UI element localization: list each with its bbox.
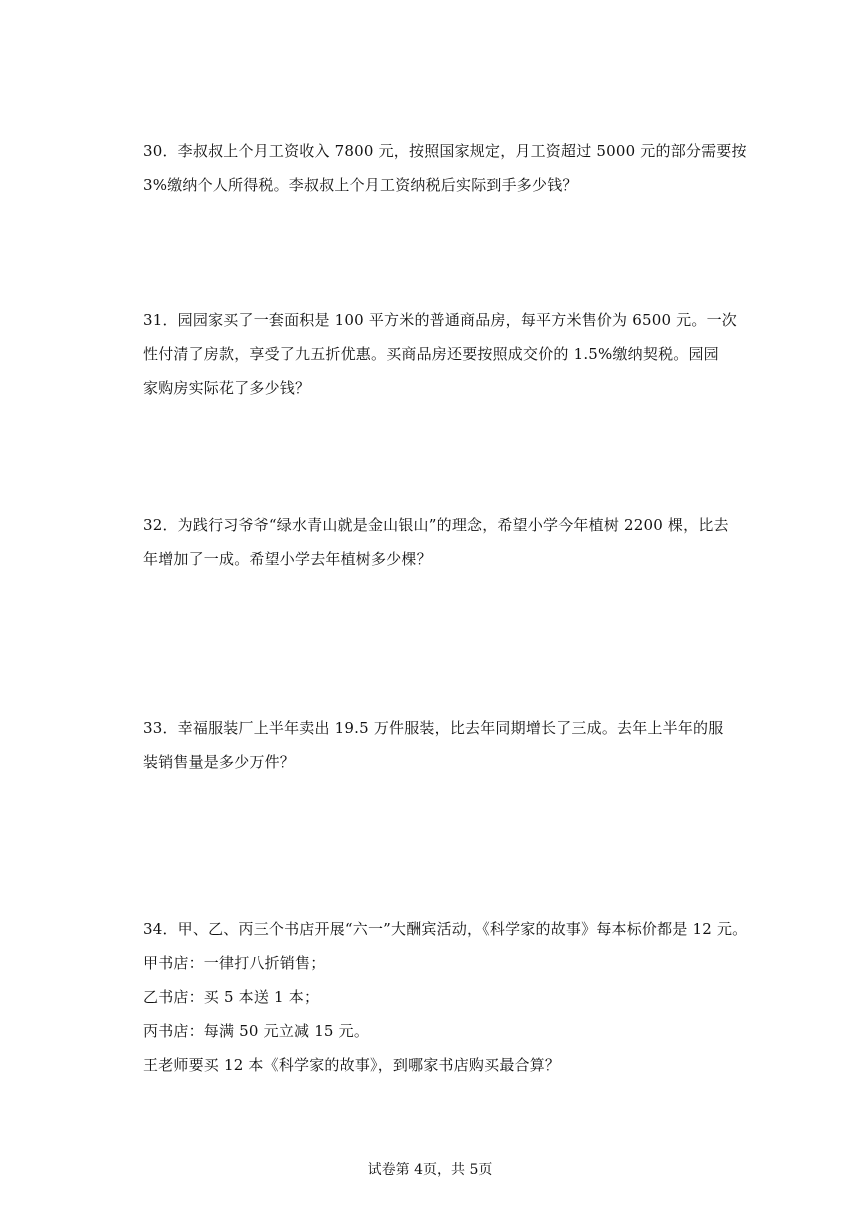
question-32: [143, 508, 733, 576]
page-footer: 试卷第 4页，共 5页: [367, 1162, 493, 1178]
question-line: 丙书店：每满 50 元立减 15 元。: [143, 1022, 370, 1040]
question-line: 30．李叔叔上个月工资收入 7800 元，按照国家规定，月工资超过 5000 元的部分需要按: [143, 142, 747, 160]
question-30: [143, 134, 747, 202]
question-line: 年增加了一成。希望小学去年植树多少棵？: [143, 550, 432, 568]
question-31: [143, 303, 737, 405]
question-line: 甲书店：一律打八折销售；: [143, 954, 326, 972]
question-line: 家购房实际花了多少钱？: [143, 379, 311, 397]
question-line: 装销售量是多少万件？: [143, 753, 296, 771]
question-line: 32．为践行习爷爷“绿水青山就是金山银山”的理念，希望小学今年植树 2200 棵，比去: [143, 516, 729, 534]
question-line: 34．甲、乙、丙三个书店开展“六一”大酬宾活动，《科学家的故事》每本标价都是 12 元。: [143, 920, 748, 938]
question-line: 3%缴纳个人所得税。李叔叔上个月工资纳税后实际到手多少钱？: [143, 176, 578, 194]
question-34: [143, 912, 748, 1082]
question-line: 王老师要买 12 本《科学家的故事》，到哪家书店购买最合算？: [143, 1056, 561, 1074]
question-line: 性付清了房款，享受了九五折优惠。买商品房还要按照成交价的 1.5%缴纳契税。园园: [143, 345, 719, 363]
question-line: 33．幸福服装厂上半年卖出 19.5 万件服装，比去年同期增长了三成。去年上半年的服: [143, 719, 724, 737]
question-33: [143, 711, 733, 779]
question-line: 31．园园家买了一套面积是 100 平方米的普通商品房，每平方米售价为 6500 元。一次: [143, 311, 737, 329]
question-line: 乙书店：买 5 本送 1 本；: [143, 988, 320, 1006]
